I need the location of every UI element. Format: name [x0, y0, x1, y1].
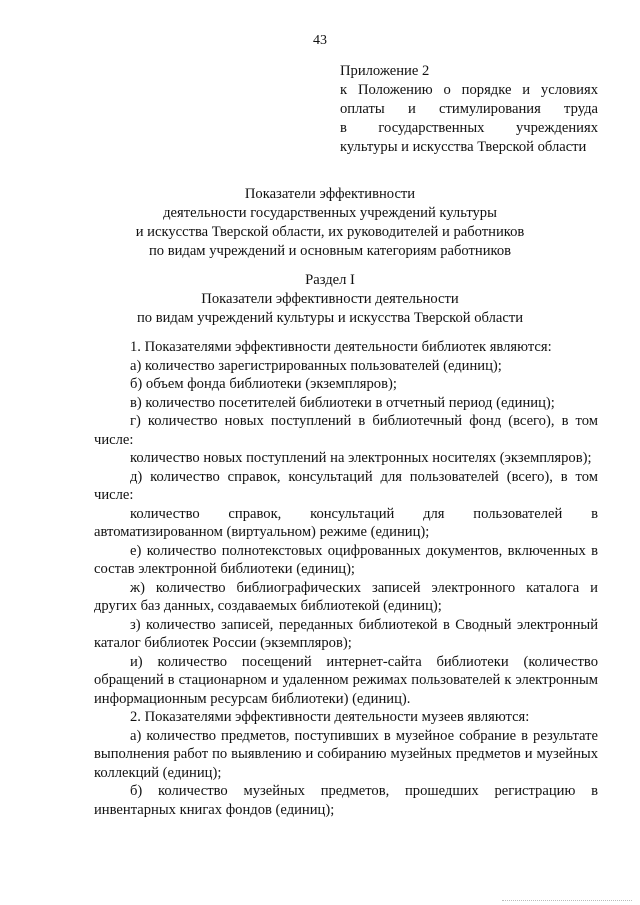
- section-heading: Раздел I: [305, 272, 355, 288]
- appendix-block: [340, 62, 598, 157]
- section-title-line: Показатели эффективности деятельности: [201, 291, 459, 307]
- body-paragraph: б) объем фонда библиотеки (экземпляров);: [130, 376, 397, 392]
- body-paragraph: е) количество полнотекстовых оцифрованных документов, включенных в состав электронной библиотеки (единиц);: [94, 542, 598, 577]
- scan-artifact-divider: [502, 898, 632, 901]
- body-paragraph: б) количество музейных предметов, прошедших регистрацию в инвентарных книгах фондов (единиц);: [94, 783, 598, 818]
- document-title-line: Показатели эффективности: [244, 186, 416, 202]
- document-title-line: по видам учреждений и основным категориям работников: [148, 243, 512, 259]
- body-paragraph: и) количество посещений интернет-сайта библиотеки (количество обращений в стационарном и удаленном режимах пользователей к электронным информационным ресурсам библиотеки) (единиц).: [94, 653, 598, 707]
- document-title: [60, 185, 600, 261]
- appendix-line: оплаты и стимулирования труда: [340, 101, 598, 117]
- document-body: [94, 338, 598, 819]
- appendix-title: Приложение 2: [340, 63, 430, 79]
- body-paragraph: з) количество записей, переданных библиотекой в Сводный электронный каталог библиотек России (экземпляров);: [94, 616, 598, 651]
- appendix-line: в государственных учреждениях: [340, 120, 598, 136]
- body-paragraph: в) количество посетителей библиотеки в отчетный период (единиц);: [130, 394, 555, 411]
- document-title-line: и искусства Тверской области, их руководителей и работников: [135, 224, 525, 240]
- body-paragraph: количество новых поступлений на электронных носителях (экземпляров);: [130, 450, 592, 466]
- section-header: [60, 271, 600, 328]
- body-paragraph: количество справок, консультаций для пользователей в автоматизированном (виртуальном) режиме (единиц);: [94, 505, 598, 540]
- body-paragraph: 2. Показателями эффективности деятельности музеев являются:: [130, 709, 530, 725]
- body-paragraph: а) количество предметов, поступивших в музейное собрание в результате выполнения работ по выявлению и собиранию музейных предметов и музейных коллекций (единиц);: [94, 727, 598, 781]
- body-paragraph: г) количество новых поступлений в библиотечный фонд (всего), в том числе:: [94, 413, 598, 448]
- appendix-line: культуры и искусства Тверской области: [340, 139, 587, 155]
- body-paragraph: д) количество справок, консультаций для пользователей (всего), в том числе:: [94, 468, 598, 503]
- body-paragraph: ж) количество библиографических записей электронного каталога и других баз данных, создаваемых библиотекой (единиц);: [94, 579, 598, 614]
- section-title-line: по видам учреждений культуры и искусства Тверской области: [136, 310, 524, 326]
- page-number: 43: [313, 33, 327, 48]
- document-title-line: деятельности государственных учреждений культуры: [163, 205, 497, 221]
- body-paragraph: а) количество зарегистрированных пользователей (единиц);: [130, 357, 502, 374]
- appendix-line: к Положению о порядке и условиях: [340, 82, 598, 98]
- body-paragraph: 1. Показателями эффективности деятельности библиотек являются:: [130, 339, 552, 355]
